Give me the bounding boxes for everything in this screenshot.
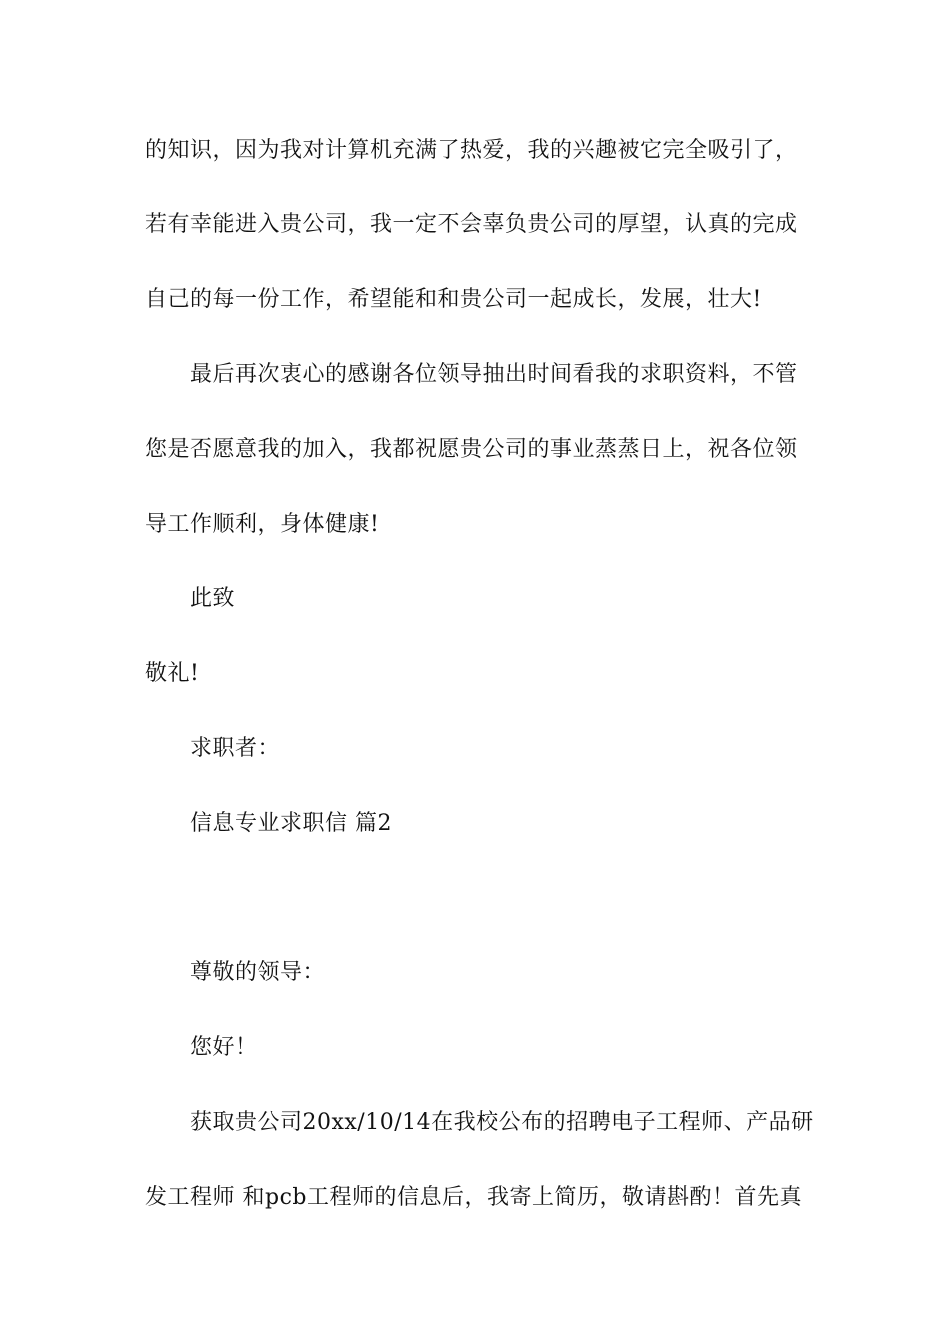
paragraph-line: 发工程师 和pcb工程师的信息后，我寄上简历，敬请斟酌！首先真 [145,1185,802,1210]
section-heading: 信息专业求职信 篇2 [190,811,392,836]
paragraph-line: 的知识，因为我对计算机充满了热爱，我的兴趣被它完全吸引了， [145,138,798,163]
paragraph-line: 最后再次衷心的感谢各位领导抽出时间看我的求职资料，不管 [190,362,798,387]
greeting: 尊敬的领导： [190,960,326,985]
greeting-hello: 您好！ [190,1035,258,1060]
paragraph-line: 自己的每一份工作，希望能和和贵公司一起成长，发展，壮大! [145,287,762,312]
paragraph-line: 您是否愿意我的加入，我都祝愿贵公司的事业蒸蒸日上，祝各位领 [145,437,798,462]
paragraph-line: 获取贵公司20xx/10/14在我校公布的招聘电子工程师、产品研 [190,1110,814,1135]
signature-label: 求职者： [190,736,281,761]
closing-salutation: 此致 [190,586,236,611]
paragraph-line: 若有幸能进入贵公司，我一定不会辜负贵公司的厚望，认真的完成 [145,212,798,237]
paragraph-line: 导工作顺利，身体健康! [145,512,380,537]
closing-regards: 敬礼! [145,661,200,686]
